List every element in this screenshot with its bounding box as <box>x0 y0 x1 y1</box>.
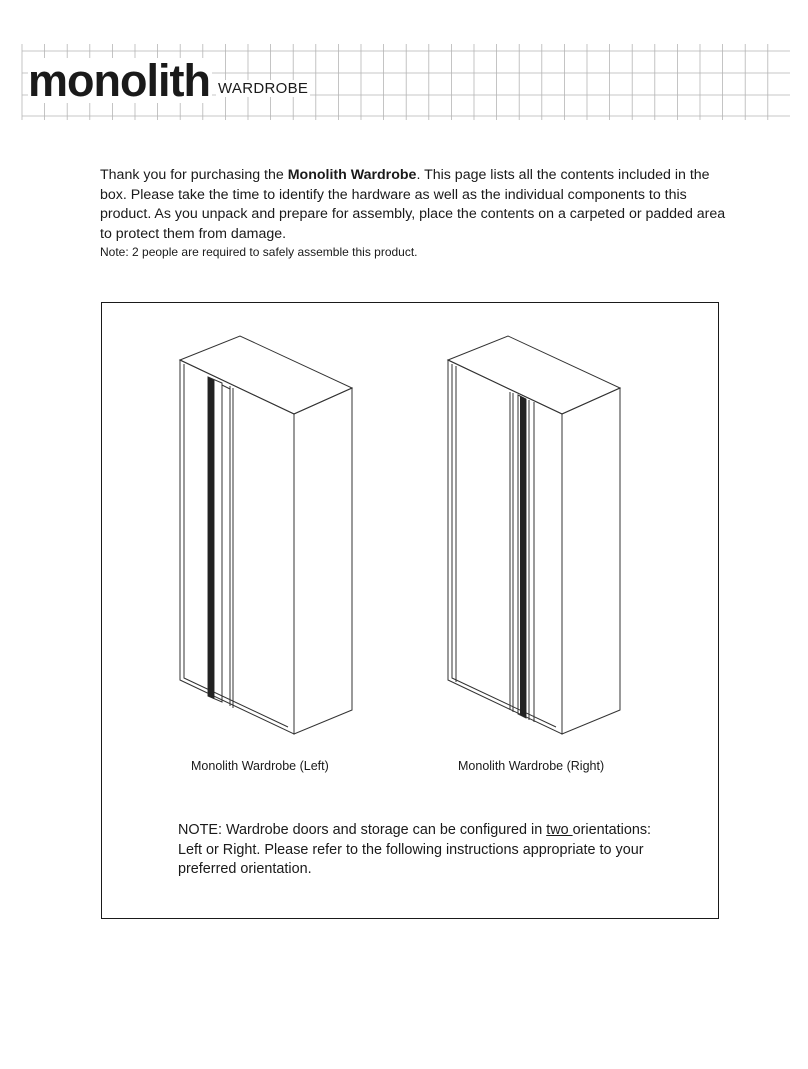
intro-text-start: Thank you for purchasing the <box>100 167 288 183</box>
orientation-note <box>178 821 678 880</box>
orientation-count: two <box>546 822 573 838</box>
intro-paragraph <box>100 166 740 244</box>
orientation-note-rest: orientations: Left or Right. Please refer to the following instructions appropriate to your preferred orientation. <box>178 822 652 877</box>
orientation-note-start: NOTE: Wardrobe doors and storage can be configured in <box>178 822 547 838</box>
product-name: Monolith Wardrobe <box>287 167 417 183</box>
left-wardrobe-caption: Monolith Wardrobe (Left) <box>191 759 329 773</box>
intro-text-rest: . This page lists all the contents included in the box. Please take the time to identify the hardware as well as the individual components to this product. As you unpack and prepare for assembly, place the contents on a carpeted or padded area to protect them from damage. <box>100 167 726 242</box>
assembly-note: Note: 2 people are required to safely assemble this product. <box>100 245 418 259</box>
brand-subtitle: WARDROBE <box>218 80 309 97</box>
wardrobe-right-illustration <box>438 330 638 740</box>
brand-logo: monolith <box>28 55 210 106</box>
right-wardrobe-caption: Monolith Wardrobe (Right) <box>458 759 605 773</box>
wardrobe-left-illustration <box>170 330 370 740</box>
